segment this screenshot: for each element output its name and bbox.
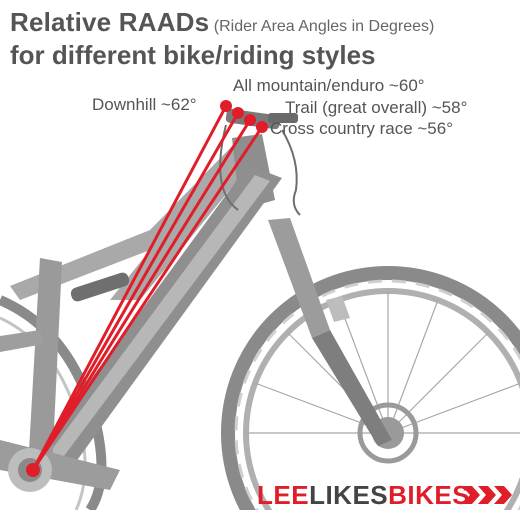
label-all-mountain: All mountain/enduro ~60° — [233, 76, 425, 95]
brand-part2: LIKES — [309, 480, 389, 510]
brand-part3: BIKES — [388, 480, 471, 510]
label-trail: Trail (great overall) ~58° — [285, 98, 468, 117]
label-xc: Cross country race ~56° — [270, 119, 454, 138]
front-wheel — [228, 273, 520, 510]
point-all-mountain — [232, 107, 244, 119]
chevrons-icon — [462, 484, 514, 506]
point-xc — [256, 121, 268, 133]
bike-frame — [0, 134, 282, 492]
point-trail — [244, 114, 256, 126]
line-trail — [33, 120, 250, 470]
title-subtitle: (Rider Area Angles in Degrees) — [213, 18, 435, 35]
brand-logo — [257, 480, 470, 511]
label-downhill: Downhill ~62° — [92, 95, 197, 114]
title-line1: Relative RAADs — [10, 7, 210, 37]
point-downhill — [220, 100, 232, 112]
line-all-mountain — [33, 113, 238, 470]
point-bottom-bracket — [26, 463, 40, 477]
brand-part1: LEE — [257, 480, 310, 510]
title-line2: for different bike/riding styles — [10, 40, 376, 70]
